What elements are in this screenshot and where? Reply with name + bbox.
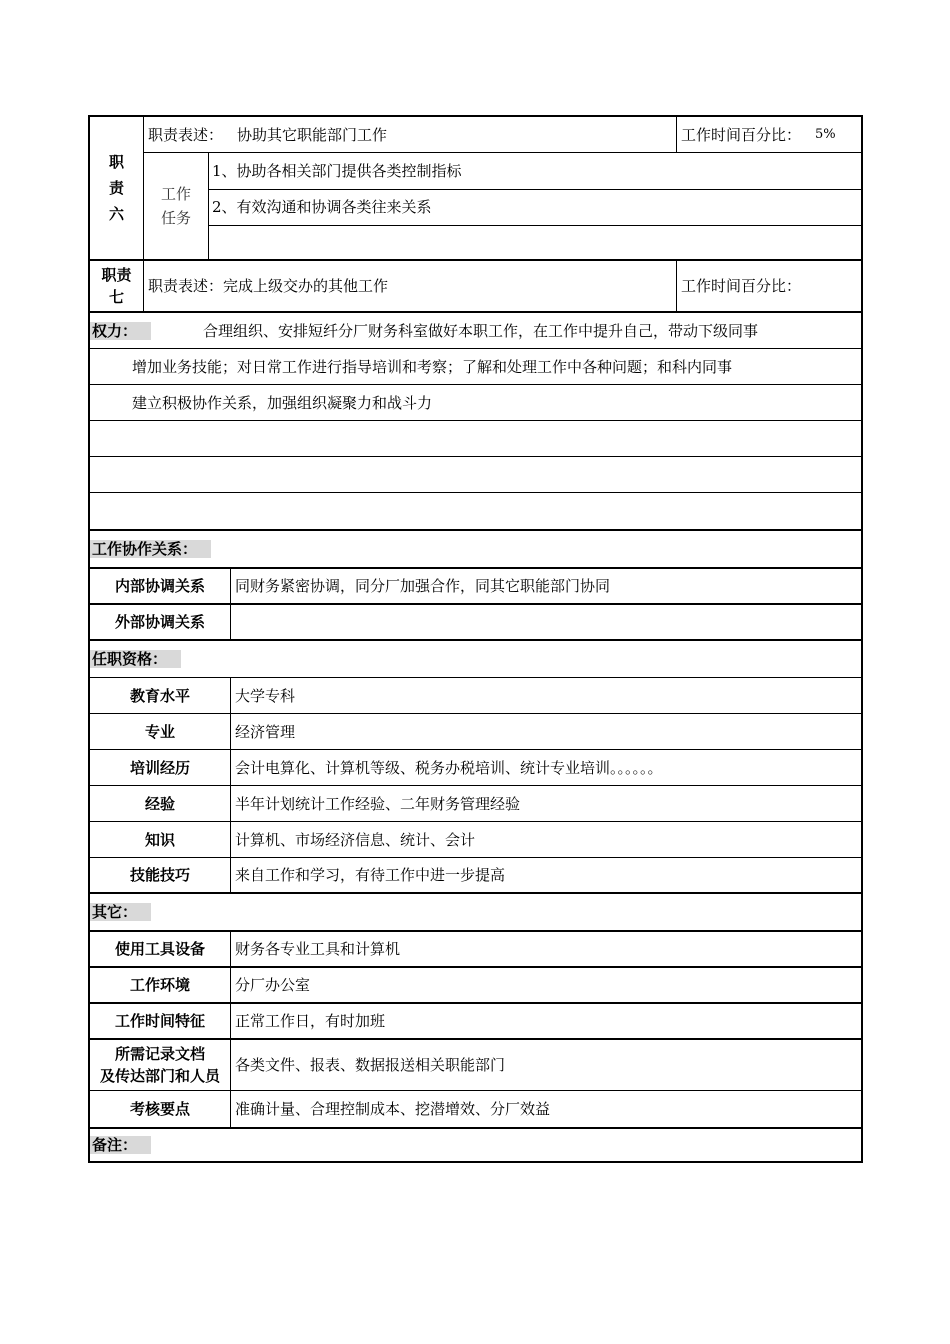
duty6-desc: 协助其它职能部门工作: [237, 125, 388, 144]
duty6-task-2: 2、有效沟通和协调各类往来关系: [212, 198, 432, 216]
remarks-row: [90, 1129, 151, 1161]
duty7-desc: 职责表述：完成上级交办的其他工作: [148, 277, 389, 295]
duty6-label: 职 责 六: [108, 153, 124, 223]
qual-skills-key: 技能技巧: [129, 866, 190, 884]
authority-line-2: 增加业务技能；对日常工作进行指导培训和考察；了解和处理工作中各种问题；和科内同事: [132, 357, 733, 376]
other-environment-value: 分厂办公室: [235, 976, 311, 994]
remarks-section: [88, 1127, 863, 1163]
other-label: 其它：: [90, 903, 151, 921]
qual-knowledge-key: 知识: [144, 830, 175, 849]
other-section: [88, 892, 863, 1129]
qual-major-key: 专业: [144, 722, 175, 741]
qualification-section: [88, 639, 863, 894]
other-header: [90, 894, 151, 930]
other-assessment-value: 准确计量、合理控制成本、挖潜增效、分厂效益: [235, 1100, 551, 1118]
authority-section: [88, 311, 863, 531]
duty6-task-1: 1、协助各相关部门提供各类控制指标: [212, 162, 462, 180]
remarks-label: 备注：: [90, 1136, 151, 1154]
other-documents-value: 各类文件、报表、数据报送相关职能部门: [235, 1056, 506, 1074]
authority-row-1: [90, 313, 758, 348]
qualification-label: 任职资格：: [90, 650, 181, 668]
coop-internal-key: 内部协调关系: [114, 577, 205, 595]
qual-experience-value: 半年计划统计工作经验、二年财务管理经验: [235, 794, 521, 813]
cooperation-label: 工作协作关系：: [90, 540, 211, 558]
other-documents-key: 所需记录文档 及传达部门和人员: [99, 1045, 220, 1085]
qual-training-key: 培训经历: [129, 758, 190, 777]
authority-line-3: 建立积极协作关系，加强组织凝聚力和战斗力: [132, 393, 433, 412]
qual-education-key: 教育水平: [129, 686, 190, 705]
authority-line-1: 合理组织、安排短纤分厂财务科室做好本职工作，在工作中提升自己，带动下级同事: [203, 321, 759, 340]
qual-training-value: 会计电算化、计算机等级、税务办税培训、统计专业培训。。。。。。: [235, 758, 663, 777]
authority-label: 权力：: [90, 322, 151, 340]
coop-internal-value: 同财务紧密协调，同分厂加强合作，同其它职能部门协同: [235, 577, 611, 595]
qual-knowledge-value: 计算机、市场经济信息、统计、会计: [235, 830, 476, 849]
other-environment-key: 工作环境: [129, 976, 190, 994]
other-tools-value: 财务各专业工具和计算机: [235, 940, 401, 958]
qual-experience-key: 经验: [144, 794, 175, 813]
cooperation-section: [88, 529, 863, 641]
duty6-section: [88, 115, 863, 261]
other-assessment-key: 考核要点: [129, 1100, 190, 1118]
other-tools-key: 使用工具设备: [114, 940, 205, 958]
cooperation-header: [90, 531, 211, 567]
duty7-section: [88, 259, 863, 313]
duty6-pct: 5%: [815, 126, 836, 142]
duty6-tasks-label: 工作 任务: [160, 185, 191, 227]
coop-external-key: 外部协调关系: [114, 613, 205, 631]
duty7-pct-label: 工作时间百分比：: [681, 277, 802, 295]
other-worktime-value: 正常工作日，有时加班: [235, 1012, 386, 1030]
qual-skills-value: 来自工作和学习，有待工作中进一步提高: [235, 866, 506, 884]
qualification-header: [90, 641, 181, 677]
other-worktime-key: 工作时间特征: [114, 1012, 205, 1030]
duty6-desc-label: 职责表述： 协助其它职能部门工作: [148, 125, 388, 144]
duty6-pct-label: 工作时间百分比： 5%: [681, 125, 836, 144]
qual-education-value: 大学专科: [235, 686, 296, 705]
qual-major-value: 经济管理: [235, 722, 296, 741]
duty7-label: 职责 七: [101, 266, 132, 306]
